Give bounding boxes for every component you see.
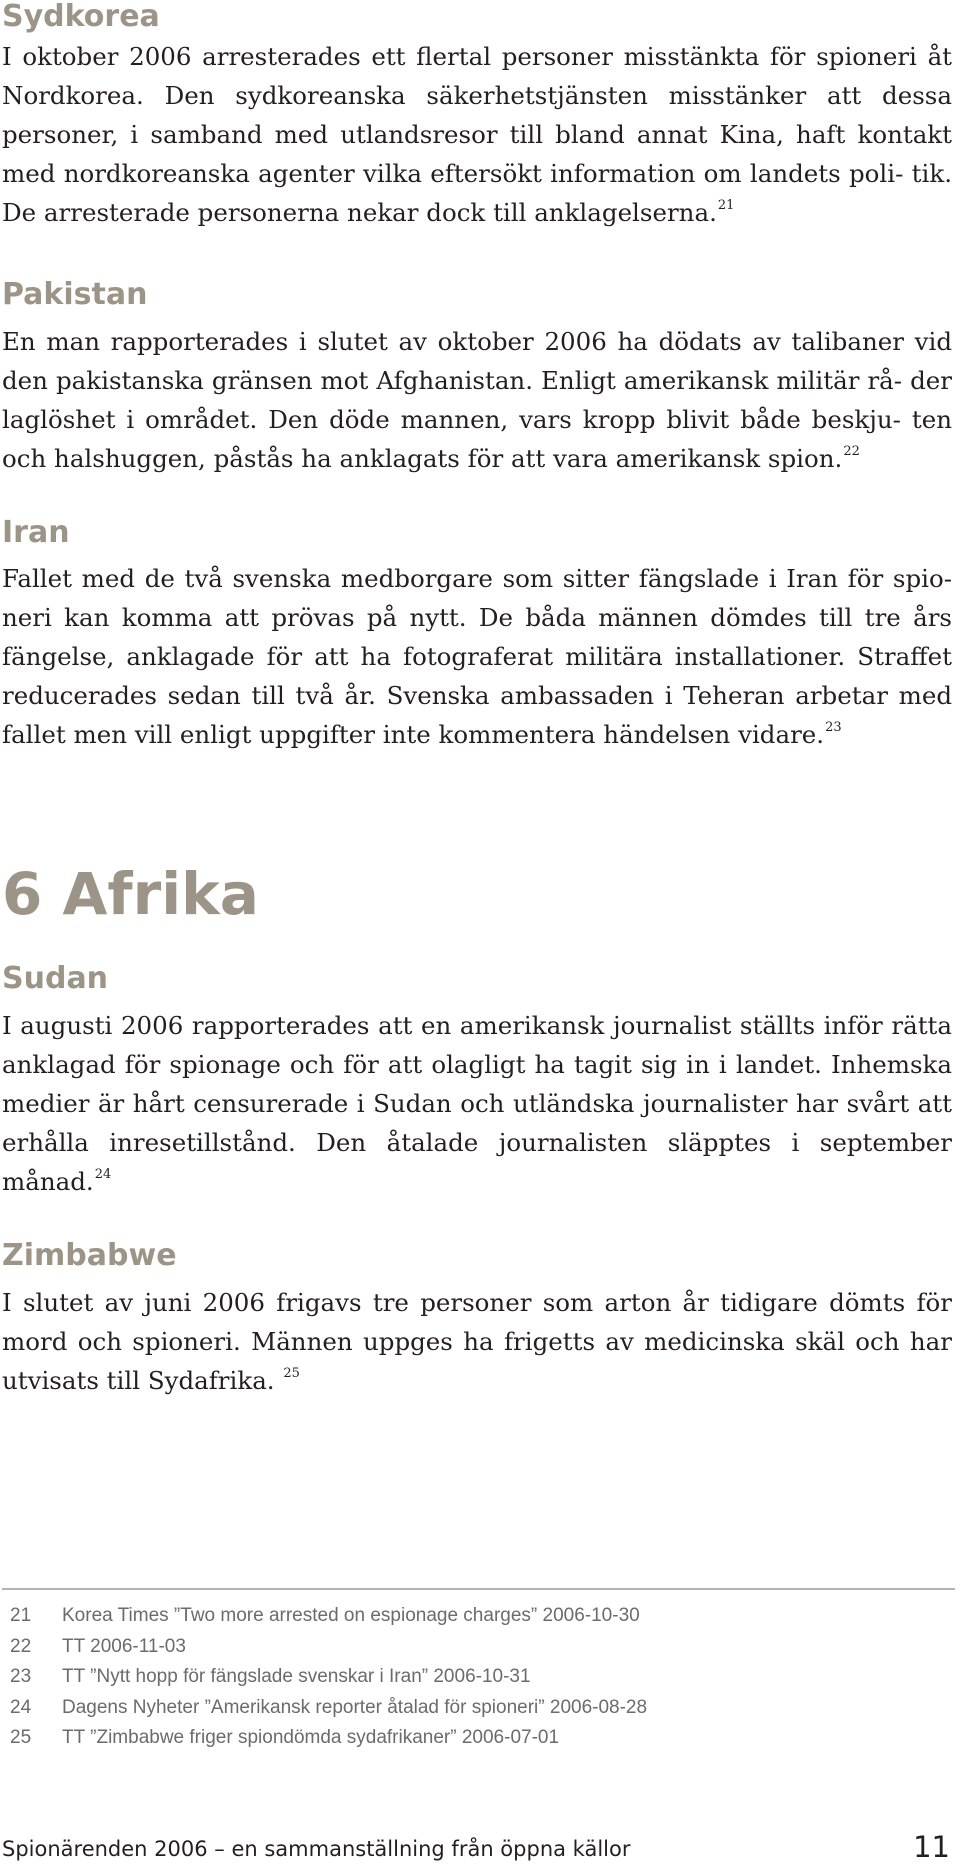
body-line: Inhemska medier är hårt censurerade i Sudan och utländska journalister [2,1050,952,1118]
section-body-pakistan [2,322,952,478]
body-line: utvisats till Sydafrika. [2,1366,283,1395]
footnote-ref: 25 [283,1366,300,1382]
body-line: åt Nordkorea. Den sydkoreanska säkerhetstjänsten misstänker att dessa [2,42,953,110]
footnote-number: 22 [10,1635,32,1657]
body-line: tik. De arresterade personerna nekar dock till anklagelserna. [2,159,952,227]
footnote-number: 24 [10,1696,32,1718]
section-body-zimbabwe [2,1283,952,1400]
body-line: fängelse, anklagade för att ha fotograferat militära installationer. Straffet [2,642,952,671]
body-line: september månad. [2,1128,952,1196]
footnote-number: 23 [10,1666,32,1687]
body-line: Fallet med de två svenska medborgare som sitter fängslade i Iran för spio- [2,564,952,593]
section-heading-sudan: Sudan [2,961,109,996]
body-line: reducerades sedan till två år. Svenska ambassaden i Teheran arbetar med [2,681,952,710]
body-line: har svårt att erhålla inresetillstånd. Den åtalade journalisten släpptes i [2,1089,952,1157]
footnote-text: TT 2006-11-03 [62,1635,186,1657]
running-footer-title: Spionärenden 2006 – en sammanställning från öppna källor [2,1837,631,1861]
footnote-list [10,1601,647,1754]
section-heading-zimbabwe: Zimbabwe [2,1238,177,1273]
section-body-iran [2,559,952,754]
body-line: personer, i samband med utlandsresor till bland annat Kina, haft kontakt [2,120,952,149]
footnote-item [10,1723,647,1754]
footnote-ref: 24 [94,1167,112,1183]
body-line: med nordkoreanska agenter vilka eftersökt information om landets poli- [2,159,904,188]
footnote-text: TT ”Nytt hopp för fängslade svenskar i Iran” 2006-10-31 [62,1666,531,1687]
footnote-item [10,1601,647,1632]
footnote-ref: 23 [825,720,842,736]
body-line: mord och spioneri. Männen uppges ha frigetts av medicinska skäl och har [2,1327,952,1356]
footnote-number: 21 [10,1605,32,1626]
section-heading-pakistan: Pakistan [2,277,148,312]
section-heading-iran: Iran [2,515,70,550]
footnote-ref: 21 [717,198,735,214]
body-line: den pakistanska gränsen mot Afghanistan. Enligt amerikansk militär rå- [2,366,903,395]
footnote-text: Korea Times ”Two more arrested on espionage charges” 2006-10-30 [62,1605,640,1626]
footnote-item [10,1662,647,1693]
chapter-title: 6 Afrika [2,860,259,928]
body-line: rätta anklagad för spionage och för att olagligt ha tagit sig in i landet. [2,1011,952,1079]
section-body-sudan [2,1006,952,1201]
footnote-number: 25 [10,1727,32,1748]
footnote-item [10,1632,647,1663]
footnote-ref: 22 [843,444,860,460]
body-line: I oktober 2006 arresterades ett flertal personer misstänkta för spioneri [2,42,917,71]
section-heading-sydkorea: Sydkorea [2,0,160,34]
body-line: En man rapporterades i slutet av oktober 2006 ha dödats av talibaner vid [2,327,952,356]
section-body-sydkorea [2,37,952,232]
body-line: fallet men vill enligt uppgifter inte kommentera händelsen vidare. [2,720,825,749]
body-line: der laglöshet i området. Den döde mannen, vars kropp blivit både beskju- [2,366,952,434]
page-number: 11 [913,1830,950,1864]
body-line: neri kan komma att prövas på nytt. De båda männen dömdes till tre års [2,603,952,632]
body-line: I slutet av juni 2006 frigavs tre personer som arton år tidigare dömts för [2,1288,952,1317]
footnote-text: TT ”Zimbabwe friger spiondömda sydafrikaner” 2006-07-01 [62,1727,560,1748]
body-line: ten och halshuggen, påstås ha anklagats för att vara amerikansk spion. [2,405,953,473]
footnote-divider [2,1588,955,1590]
body-line: I augusti 2006 rapporterades att en amerikansk journalist ställts inför [2,1011,883,1040]
footnote-item [10,1693,647,1724]
footnote-text: Dagens Nyheter ”Amerikansk reporter åtalad för spioneri” 2006-08-28 [62,1696,648,1718]
